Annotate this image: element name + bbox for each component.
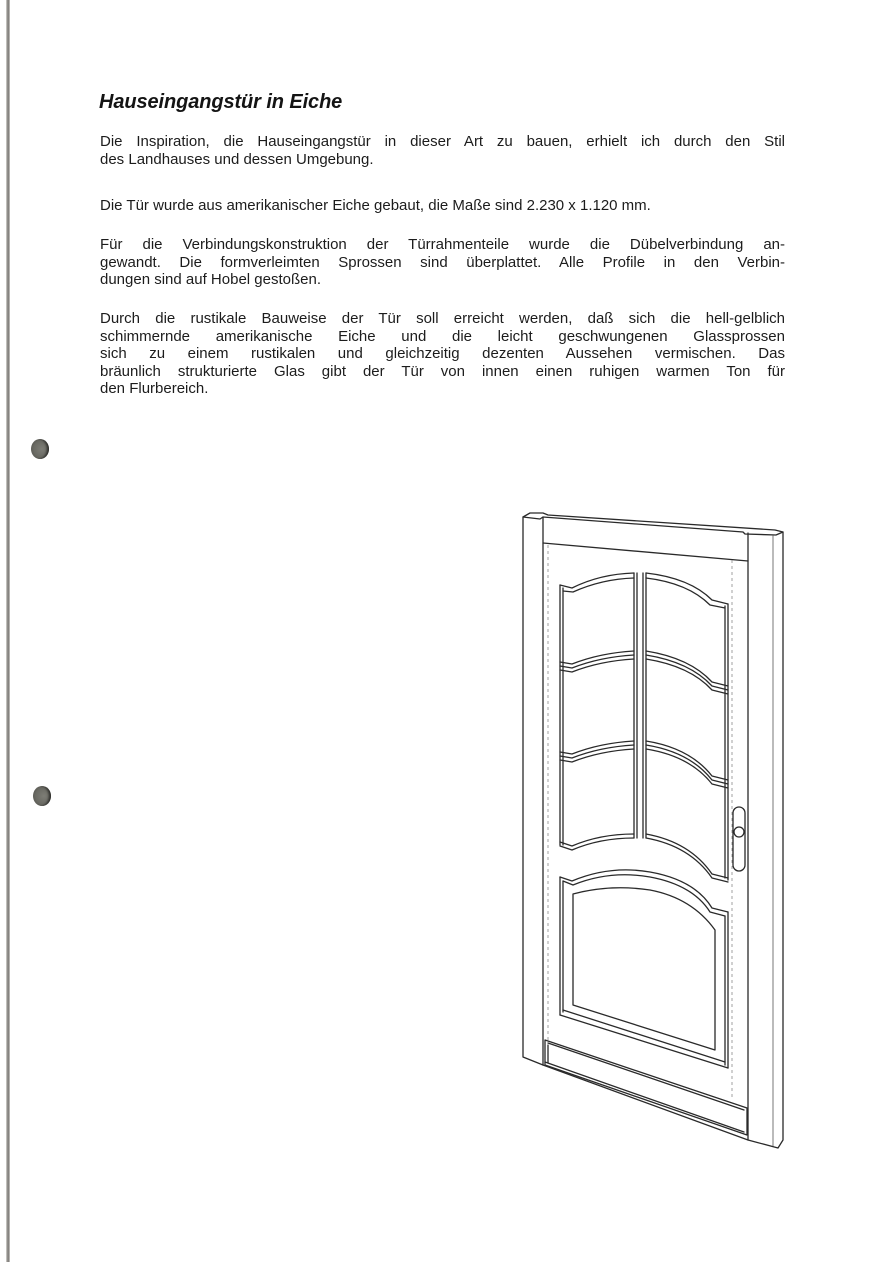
text-line: gewandt. Die formverleimten Sprossen sind überplattet. Alle Profile in den Verbin-: [100, 253, 785, 271]
handle-plate: [733, 807, 745, 871]
door-illustration: [500, 500, 800, 1160]
page-title: Hauseingangstür in Eiche: [99, 91, 343, 113]
paragraph-dimensions: [100, 197, 785, 215]
glass-section: [560, 573, 728, 882]
text-line: sich zu einem rustikalen und gleichzeitig dezenten Aussehen vermischen. Das: [100, 345, 785, 362]
muntin-rail-2-top-left: [560, 741, 634, 754]
glass-top-arch-left-inner: [563, 578, 634, 592]
handle-knob: [734, 827, 744, 837]
binding-edge: [6, 0, 10, 1262]
text-line: schimmernde amerikanische Eiche und die leicht geschwungenen Glassprossen: [100, 327, 785, 345]
glass-bottom-left-2: [560, 838, 634, 850]
frame-right-post: [748, 532, 783, 1148]
frame-left-post: [523, 517, 543, 1065]
punch-hole: [31, 439, 49, 459]
text-line: bräunlich strukturierte Glas gibt der Tür von innen einen ruhigen warmen Ton für: [100, 362, 785, 380]
text-line: Für die Verbindungskonstruktion der Türrahmenteile wurde die Dübelverbindung an-: [100, 236, 785, 253]
paragraph-appearance: [100, 310, 785, 398]
panel-frame-bottom: [560, 1015, 728, 1068]
frame-top-cap: [523, 513, 783, 535]
top-rail: [543, 543, 748, 561]
punch-hole: [33, 786, 51, 806]
kick-plate-outline: [545, 1040, 747, 1135]
muntin-rail-1-mid-left: [560, 655, 634, 668]
lower-panel: [560, 870, 728, 1068]
text-line: dungen sind auf Hobel gestoßen.: [100, 271, 321, 288]
muntin-rail-2-mid-left: [560, 745, 634, 758]
kick-plate: [543, 1040, 748, 1140]
text-line: Durch die rustikale Bauweise der Tür soll erreicht werden, daß sich die hell-gelblich: [100, 310, 785, 327]
text-line: Die Inspiration, die Hauseingangstür in dieser Art zu bauen, erhielt ich durch den Stil: [100, 133, 785, 150]
muntin-rail-1-top-left: [560, 651, 634, 664]
muntin-rail-1-bot-right: [646, 659, 728, 694]
paragraph-inspiration: [100, 133, 785, 168]
muntin-rail-1-bot-left: [560, 659, 634, 672]
text-line: des Landhauses und dessen Umgebung.: [100, 150, 374, 168]
muntin-rail-1-mid-right: [646, 655, 728, 690]
muntin-rail-1-top-right: [646, 651, 728, 686]
text-line: Die Tür wurde aus amerikanischer Eiche gebaut, die Maße sind 2.230 x 1.120 mm.: [100, 197, 651, 214]
text-line: den Flurbereich.: [100, 380, 209, 397]
glass-top-arch-left: [560, 573, 634, 588]
panel-frame-top-inner: [563, 875, 725, 916]
muntin-rail-2-bot-left: [560, 749, 634, 762]
paragraph-construction: [100, 236, 785, 289]
door-handle: [733, 807, 745, 871]
glass-bottom-left: [560, 834, 634, 846]
